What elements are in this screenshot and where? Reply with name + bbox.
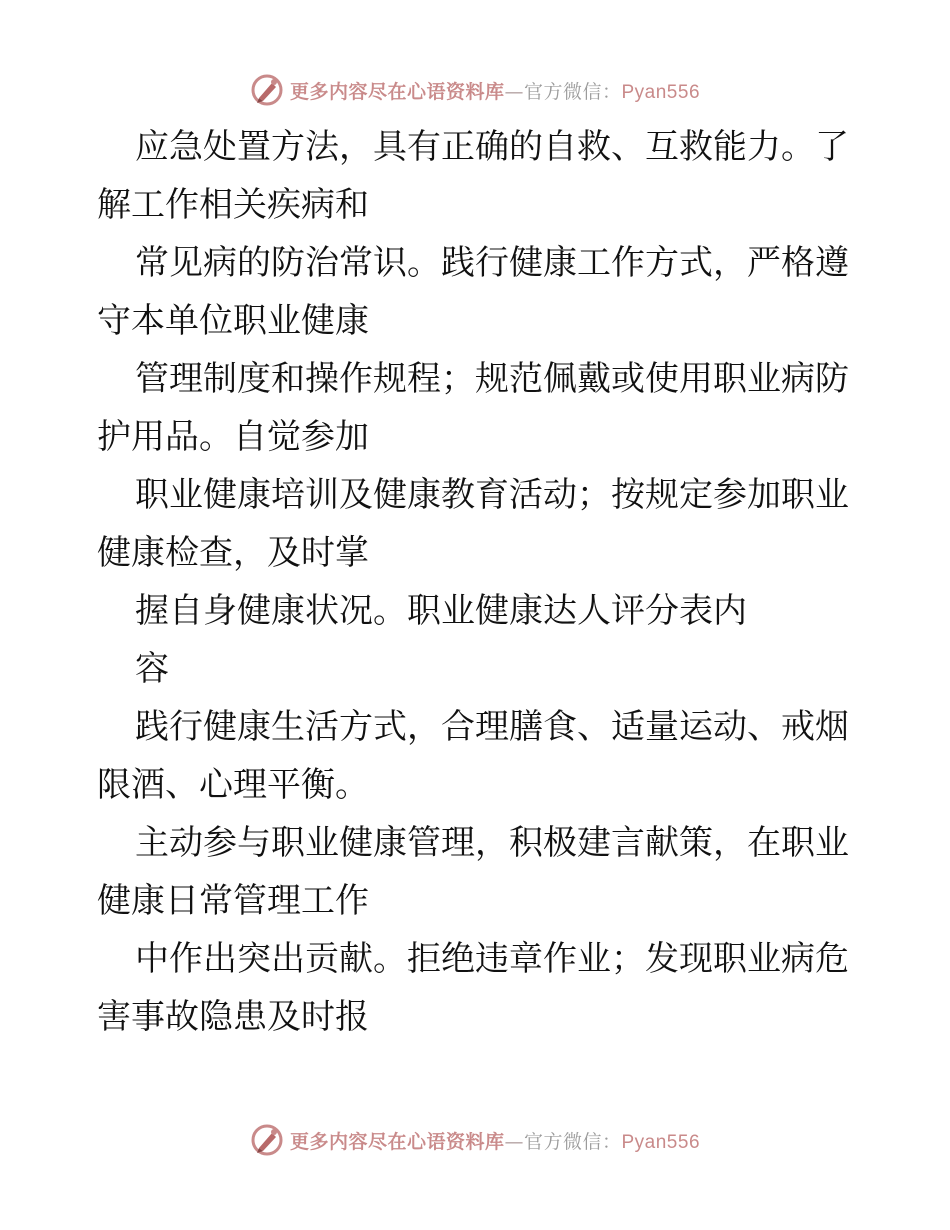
text-line: 握自身健康状况。职业健康达人评分表内 bbox=[135, 591, 747, 631]
watermark-id: Pyan556 bbox=[621, 81, 701, 103]
text-line: 解工作相关疾病和 bbox=[97, 185, 369, 225]
watermark-id: Pyan556 bbox=[621, 1131, 701, 1153]
watermark-sub: 官方微信： bbox=[523, 1130, 622, 1153]
text-line: 健康检查，及时掌 bbox=[97, 533, 369, 573]
text-line: 健康日常管理工作 bbox=[97, 881, 369, 921]
document-text bbox=[97, 118, 857, 1046]
watermark-text bbox=[290, 1127, 700, 1154]
text-line: 主动参与职业健康管理，积极建言献策，在职业 bbox=[135, 823, 849, 863]
pen-logo-icon bbox=[250, 73, 284, 107]
header-watermark bbox=[0, 70, 950, 110]
watermark-sub: 官方微信： bbox=[523, 80, 622, 103]
text-line: 守本单位职业健康 bbox=[97, 301, 369, 341]
text-line: 容 bbox=[135, 649, 169, 689]
pen-logo-icon bbox=[250, 1123, 284, 1157]
text-line: 护用品。自觉参加 bbox=[97, 417, 369, 457]
watermark-main: 更多内容尽在心语资料库 bbox=[289, 80, 505, 103]
text-line: 职业健康培训及健康教育活动；按规定参加职业 bbox=[135, 475, 849, 515]
watermark-dash: — bbox=[504, 1130, 524, 1153]
document-body bbox=[97, 118, 857, 1046]
text-line: 限酒、心理平衡。 bbox=[97, 765, 369, 805]
watermark-dash: — bbox=[504, 80, 524, 103]
text-line: 践行健康生活方式，合理膳食、适量运动、戒烟 bbox=[135, 707, 849, 747]
text-line: 常见病的防治常识。践行健康工作方式，严格遵 bbox=[135, 243, 849, 283]
text-line: 管理制度和操作规程；规范佩戴或使用职业病防 bbox=[135, 359, 849, 399]
watermark-main: 更多内容尽在心语资料库 bbox=[289, 1130, 505, 1153]
watermark-text bbox=[290, 77, 700, 104]
footer-watermark bbox=[0, 1120, 950, 1160]
text-line: 应急处置方法，具有正确的自救、互救能力。了 bbox=[135, 127, 849, 167]
text-line: 害事故隐患及时报 bbox=[97, 997, 369, 1037]
text-line: 中作出突出贡献。拒绝违章作业；发现职业病危 bbox=[135, 939, 849, 979]
